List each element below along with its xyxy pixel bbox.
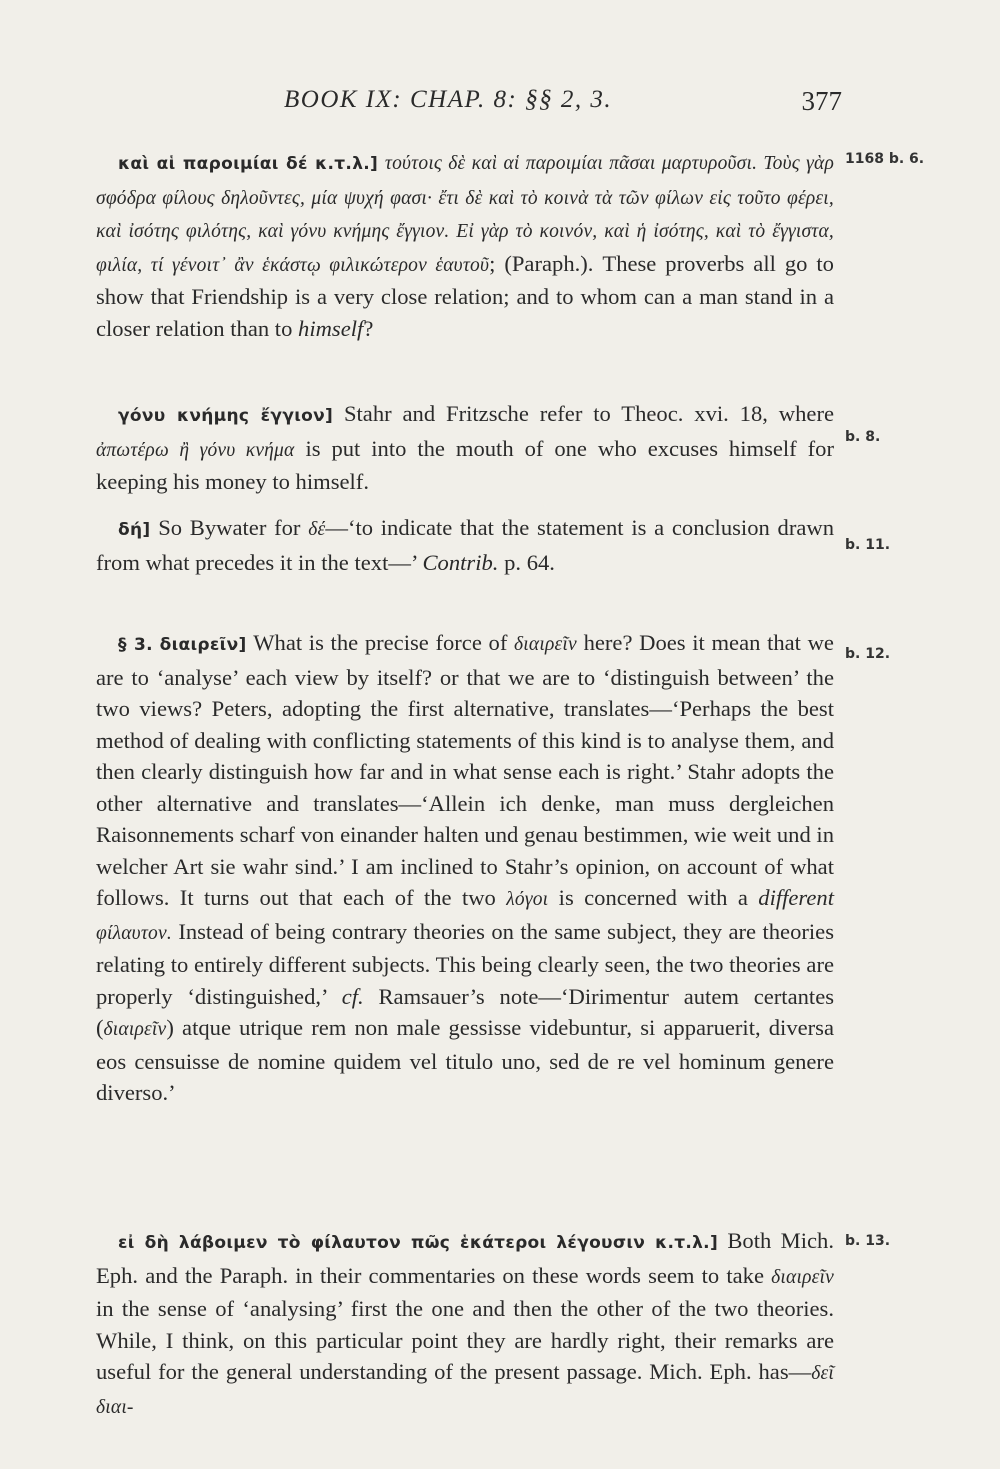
note-5: [96, 1225, 834, 1423]
note-lemma: εἰ δὴ λάβοιμεν τὸ φίλαυτον πῶς ἑκάτεροι λέγουσιν κ.τ.λ.]: [118, 1233, 719, 1253]
note-text: ?: [363, 315, 374, 341]
margin-reference: 1168 b. 6.: [845, 151, 925, 167]
note-lemma: διαιρεῖν]: [159, 635, 247, 655]
note-text: Instead of being contrary theories on the same subject, they are theories relating to entirely different subjects. This being clearly seen, the two theories are properly ‘distinguished,’: [96, 918, 835, 1009]
note-text: p. 64.: [504, 549, 555, 575]
note-text: here? Does it mean that we are to ‘analyse’ each view by itself? or that we are to ‘distinguish between’ the two views? Peters, adopting the first alternative, translates—‘Perhaps the best method of dealing with conflicting statements of this kind is to analyse them, and then clearly distinguish how far and in what sense each is right.’ Stahr adopts the other alternative and translates—‘Allein ich denke, man muss dergleichen Raisonnements scharf von einander halten und genau bestimmen, wie weit und in welcher Art sie wahr sind.’ I am inclined to Stahr’s opinion, on account of what follows. It turns out that each of the two: [96, 630, 834, 910]
note-lemma: γόνυ κνήμης ἔγγιον]: [118, 406, 334, 426]
italic-text: different: [758, 885, 834, 910]
greek-text: τούτοις δὲ καὶ αἱ παροιμίαι πᾶσαι μαρτυροῦσι. Τοὺς γὰρ σφόδρα φίλους δηλοῦντες, μία ψυχή φασι· ἔτι δὲ καὶ τὸ κοινὰ τὰ τῶν φίλων εἰς τοῦτο φέρει, καὶ ἰσότης φιλότης, καὶ γόνυ κνήμης ἔγγιον. Εἰ γὰρ τὸ κοινόν, καὶ ἡ ἰσότης, καὶ τὸ ἔγγιστα, φιλία, τί γένοιτ᾽ ἂν ἑκάστῳ φιλικώτερον ἑαυτοῦ: [96, 153, 835, 276]
running-title: BOOK IX: CHAP. 8: §§ 2, 3.: [284, 86, 613, 113]
note-text: Both Mich. Eph. and the Paraph. in their commentaries on these words seem to take: [96, 1228, 834, 1288]
margin-reference: b. 11.: [845, 537, 891, 553]
note-text: in the sense of ‘analysing’ first the one and then the other of the two theories. While, I think, on this particular point they are hardly right, their remarks are useful for the general understanding of the present passage. Mich. Eph. has—: [96, 1296, 834, 1384]
italic-text: himself: [298, 315, 364, 341]
greek-text: διαιρεῖν: [771, 1266, 834, 1288]
section-mark: § 3.: [118, 635, 153, 655]
greek-text: ἀπωτέρω ἢ γόνυ κνήμα: [96, 439, 295, 461]
margin-reference: b. 8.: [845, 429, 881, 445]
note-text: ; (Paraph.). These proverbs all go to show that Friendship is a very close relation; and to whom can a man stand in a closer relation than to: [96, 250, 834, 341]
note-text: Stahr and Fritzsche refer to Theoc. xvi. 18, where: [343, 401, 834, 426]
note-1: [96, 146, 834, 344]
margin-reference: b. 13.: [845, 1233, 891, 1249]
note-lemma: καὶ αἱ παροιμίαι δέ κ.τ.λ.]: [118, 154, 379, 174]
running-header: [272, 86, 842, 126]
italic-text: Contrib.: [422, 549, 499, 575]
italic-text: cf.: [341, 983, 364, 1009]
note-lemma: δή]: [118, 520, 151, 540]
margin-reference: b. 12.: [845, 646, 891, 662]
note-text: —‘to indicate that the statement is a conclusion drawn from what precedes it in the text—’: [96, 515, 834, 575]
note-text: So Bywater for: [158, 515, 301, 540]
note-text: is put into the mouth of one who excuses himself for keeping his money to himself.: [96, 435, 834, 494]
greek-text: λόγοι: [506, 889, 549, 910]
page-number: 377: [801, 86, 842, 116]
greek-text: δέ: [308, 519, 326, 540]
greek-text: διαιρεῖν: [103, 1019, 167, 1040]
greek-text: φίλαυτον.: [96, 922, 172, 944]
greek-text: διαιρεῖν: [514, 634, 577, 655]
note-4: [96, 627, 834, 1109]
note-text: Ramsauer’s note—‘Dirimentur autem certantes (: [96, 983, 835, 1040]
greek-text: δεῖ διαι-: [96, 1363, 834, 1418]
note-2: [96, 398, 834, 498]
note-text: ) atque utrique rem non male gessisse videbuntur, si apparuerit, diversa eos censuisse de nomine quidem vel titulo uno, sed de re vel hominum genere diverso.’: [96, 1015, 834, 1105]
note-3: [96, 512, 834, 578]
note-text: What is the precise force of: [253, 630, 508, 655]
note-text: is concerned with a: [558, 885, 748, 910]
